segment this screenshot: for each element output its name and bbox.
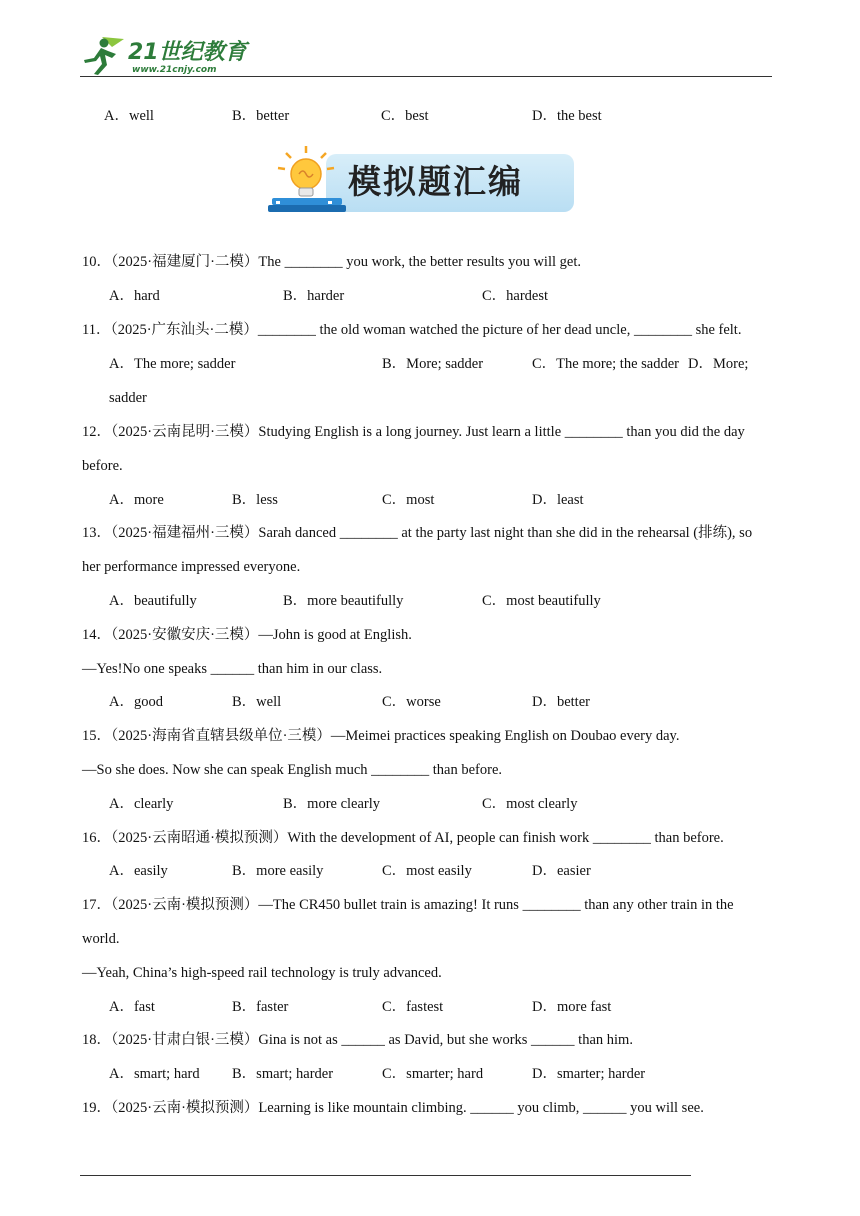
- question-10-stem: 10．（2025·福建厦门·二模）The ________ you work, the better results you will get.: [82, 254, 581, 270]
- option-d: D．the best: [532, 108, 602, 124]
- question-10-option-a: A．hard: [109, 288, 160, 304]
- option-c: C．best: [381, 108, 429, 124]
- question-16-stem: 16．（2025·云南昭通·模拟预测）With the development of AI, people can finish work ________ than before.: [82, 830, 724, 846]
- question-14-stem-cont: —Yes!No one speaks ______ than him in our class.: [82, 661, 383, 677]
- question-18-option-c: C．smarter; hard: [382, 1066, 484, 1082]
- question-14-option-a: A．good: [109, 694, 163, 710]
- logo-main-text: 21世纪教育: [128, 40, 247, 65]
- option-b: B．better: [232, 108, 290, 124]
- question-15-option-b: B．more clearly: [283, 796, 381, 812]
- question-14-option-c: C．worse: [382, 694, 441, 710]
- question-11-stem: 11．（2025·广东汕头·二模）________ the old woman watched the picture of her dead uncle, ________ she felt.: [82, 322, 742, 338]
- question-11-option-b: B．More; sadder: [382, 356, 484, 372]
- header-rule: [80, 76, 772, 77]
- question-18-option-b: B．smart; harder: [232, 1066, 334, 1082]
- question-13-stem: 13．（2025·福建福州·三模）Sarah danced ________ at the party last night than she did in the rehearsal (排练), so: [82, 525, 753, 541]
- question-14-stem: 14．（2025·安徽安庆·三模）—John is good at English.: [82, 627, 412, 643]
- question-17-stem-reply: —Yeah, China’s high-speed rail technology is truly advanced.: [82, 965, 442, 981]
- question-12-option-c: C．most: [382, 492, 435, 508]
- question-15-stem: 15．（2025·海南省直辖县级单位·三模）—Meimei practices speaking English on Doubao every day.: [82, 728, 680, 744]
- question-16-option-c: C．most easily: [382, 863, 472, 879]
- question-15-option-a: A．clearly: [109, 796, 174, 812]
- question-10-option-b: B．harder: [283, 288, 345, 304]
- question-17-option-d: D．more fast: [532, 999, 612, 1015]
- banner-title: 模拟题汇编: [348, 162, 523, 201]
- question-12-option-a: A．more: [109, 492, 164, 508]
- question-15-stem-cont: —So she does. Now she can speak English much ________ than before.: [82, 762, 503, 778]
- question-12-option-b: B．less: [232, 492, 278, 508]
- logo-sub-text: www.21cnjy.com: [132, 65, 217, 75]
- lightbulb-icon: [266, 144, 346, 218]
- question-12-stem: 12．（2025·云南昆明·三模）Studying English is a long journey. Just learn a little ________ than you did the day: [82, 424, 745, 440]
- question-12-stem-cont: before.: [82, 458, 123, 474]
- runner-logo-icon: [80, 34, 128, 76]
- footer-rule: [80, 1175, 691, 1176]
- question-17-option-b: B．faster: [232, 999, 289, 1015]
- question-19-stem: 19．（2025·云南·模拟预测）Learning is like mountain climbing. ______ you climb, ______ you will see.: [82, 1100, 704, 1116]
- question-13-option-b: B．more beautifully: [283, 593, 404, 609]
- question-16-option-a: A．easily: [109, 863, 168, 879]
- question-17-option-a: A．fast: [109, 999, 155, 1015]
- question-17-stem-cont: world.: [82, 931, 120, 947]
- question-11-option-d-cont: sadder: [109, 390, 147, 406]
- question-14-option-b: B．well: [232, 694, 282, 710]
- question-16-option-b: B．more easily: [232, 863, 324, 879]
- question-11-option-c: C．The more; the sadder: [532, 356, 679, 372]
- section-banner: [266, 144, 574, 218]
- question-17-option-c: C．fastest: [382, 999, 444, 1015]
- question-10-option-c: C．hardest: [482, 288, 549, 304]
- question-16-option-d: D．easier: [532, 863, 591, 879]
- question-17-stem: 17．（2025·云南·模拟预测）—The CR450 bullet train is amazing! It runs ________ than any other train in the: [82, 897, 734, 913]
- question-13-option-a: A．beautifully: [109, 593, 197, 609]
- option-a: A．well: [104, 108, 154, 124]
- question-18-stem: 18．（2025·甘肃白银·三模）Gina is not as ______ as David, but she works ______ than him.: [82, 1032, 633, 1048]
- header-logo: [80, 34, 250, 76]
- question-13-stem-cont: her performance impressed everyone.: [82, 559, 301, 575]
- question-15-option-c: C．most clearly: [482, 796, 578, 812]
- question-12-option-d: D．least: [532, 492, 584, 508]
- question-11-option-a: A．The more; sadder: [109, 356, 236, 372]
- question-14-option-d: D．better: [532, 694, 590, 710]
- question-13-option-c: C．most beautifully: [482, 593, 601, 609]
- question-11-option-d: D．More;: [688, 356, 749, 372]
- question-18-option-d: D．smarter; harder: [532, 1066, 646, 1082]
- question-18-option-a: A．smart; hard: [109, 1066, 200, 1082]
